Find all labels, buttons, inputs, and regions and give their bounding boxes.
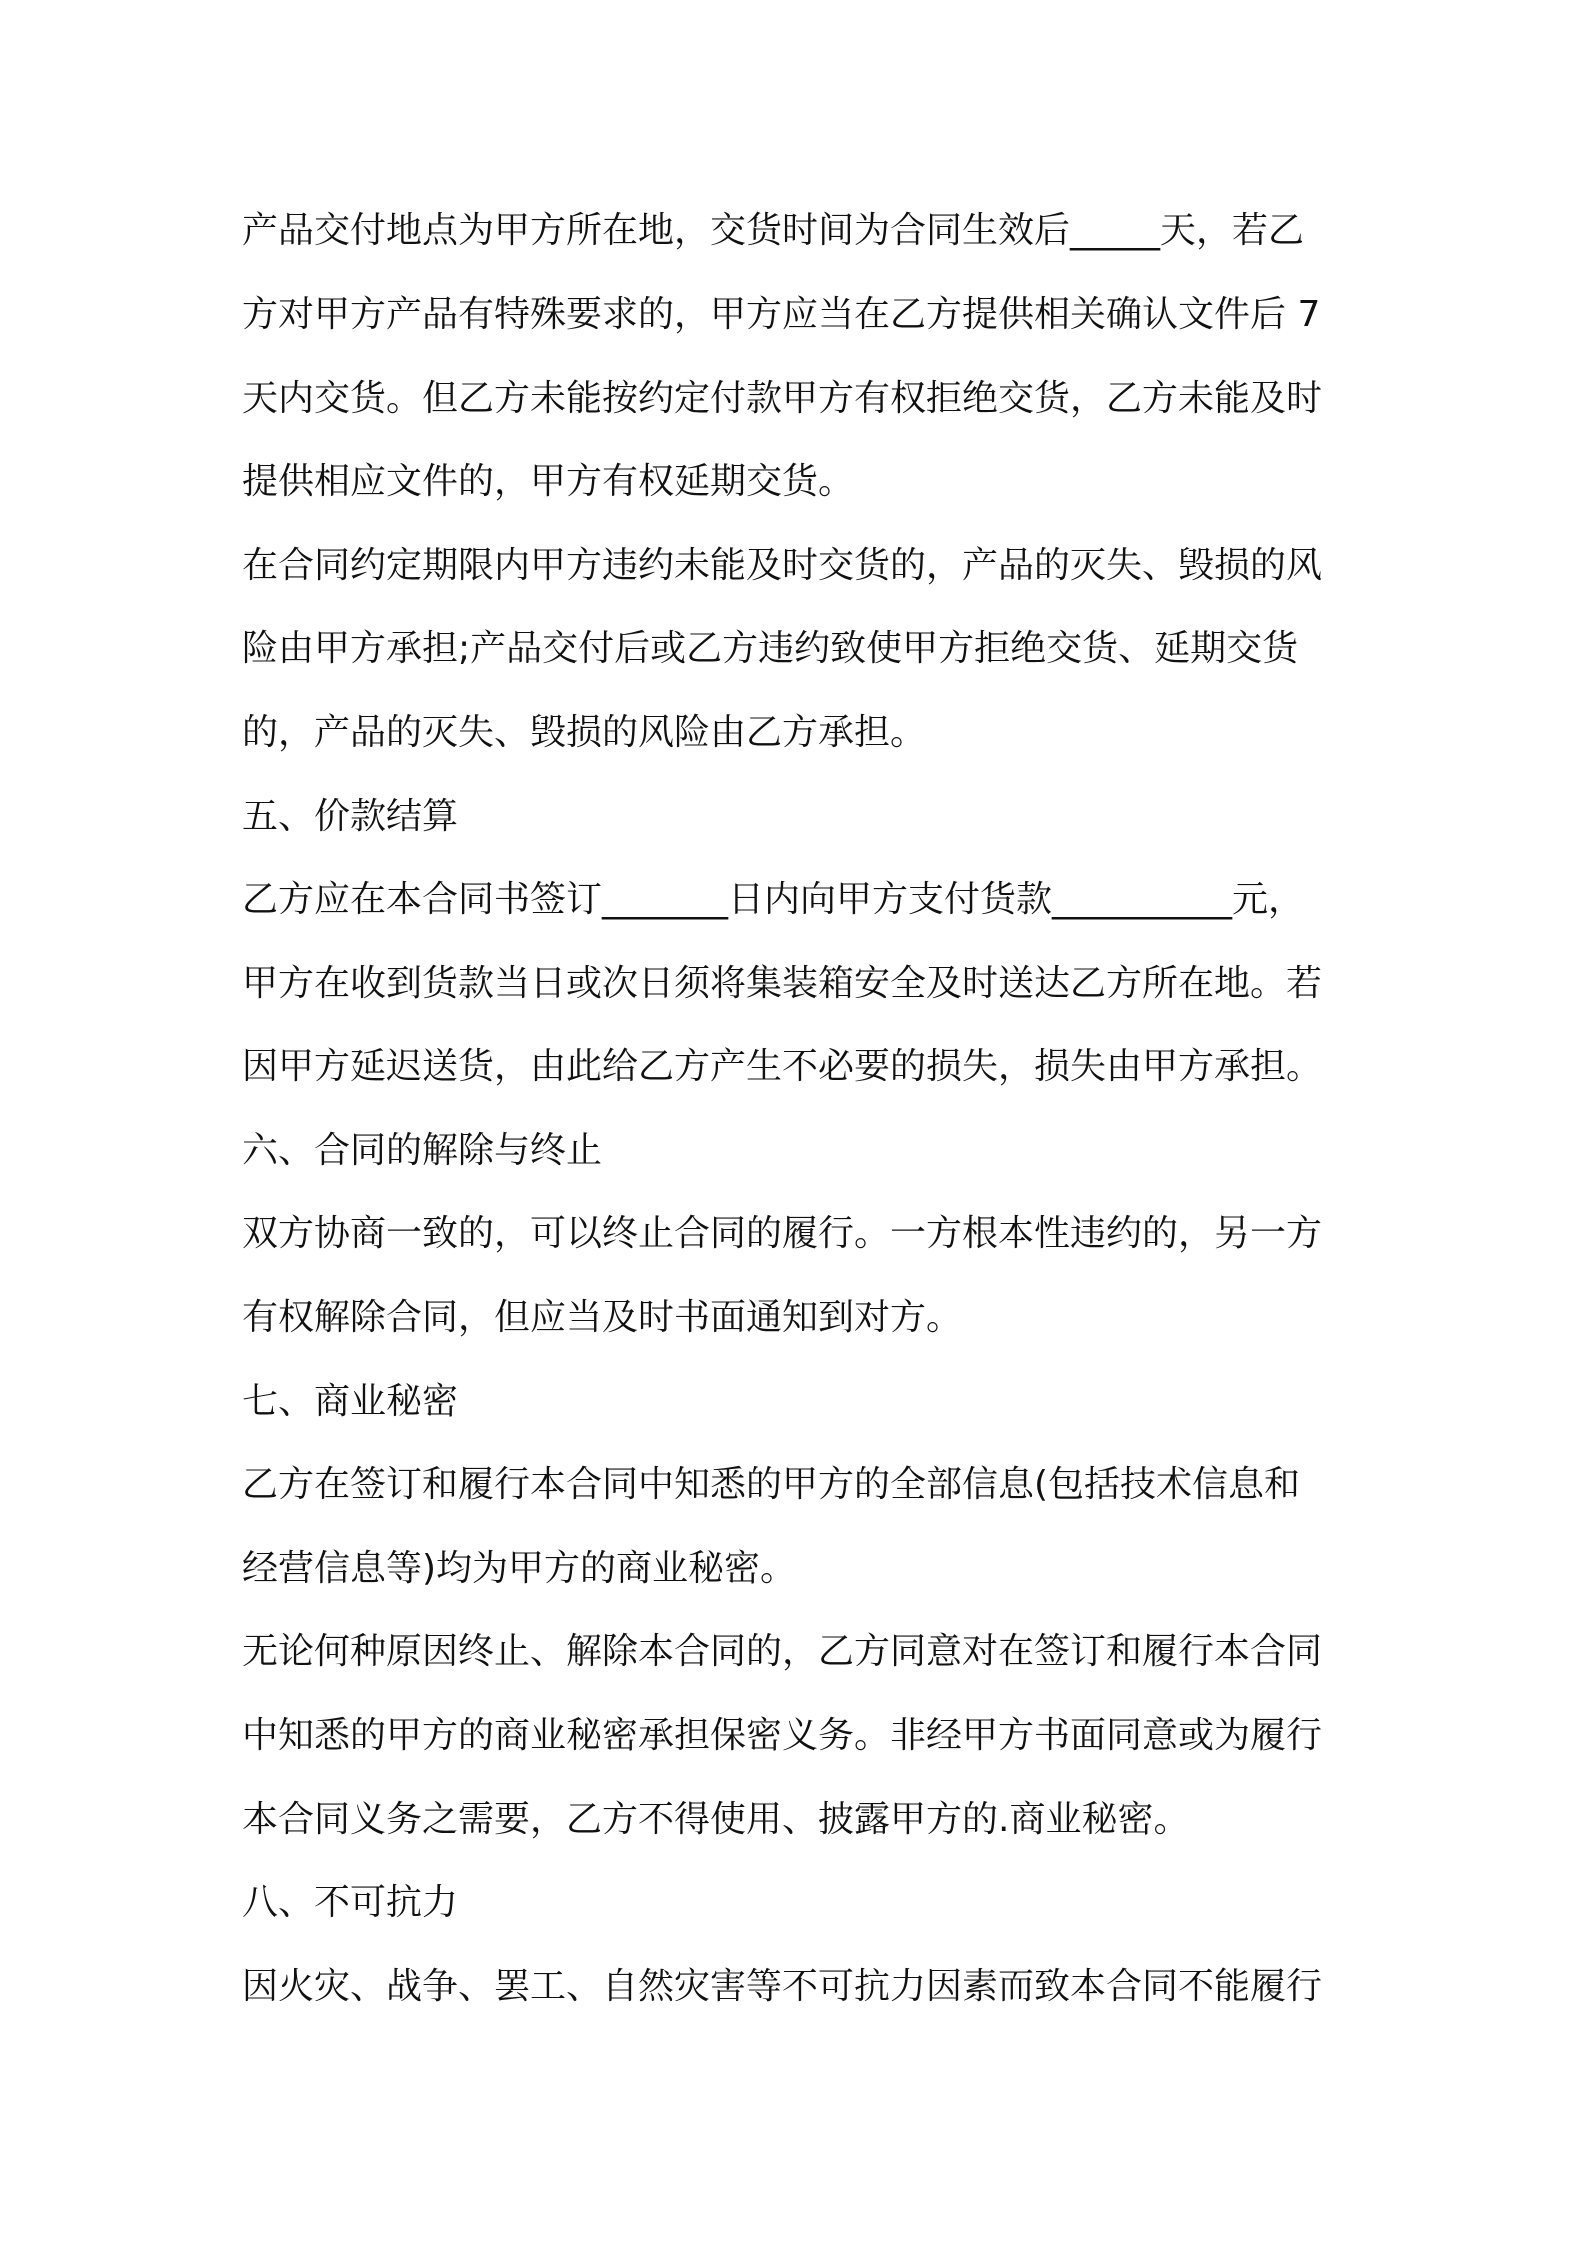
line-02: 方对甲方产品有特殊要求的，甲方应当在乙方提供相关确认文件后 7	[242, 294, 1321, 335]
line-22: 因火灾、战争、罢工、自然灾害等不可抗力因素而致本合同不能履行	[242, 1966, 1323, 2007]
line-13: 双方协商一致的，可以终止合同的履行。一方根本性违约的，另一方	[242, 1213, 1323, 1254]
line-19: 中知悉的甲方的商业秘密承担保密义务。非经甲方书面同意或为履行	[242, 1715, 1323, 1756]
section-heading-7: 七、商业秘密	[242, 1381, 459, 1422]
line-16: 乙方在签订和履行本合同中知悉的甲方的全部信息(包括技术信息和	[242, 1464, 1301, 1505]
line-09: 乙方应在本合同书签订_______日内向甲方支付货款__________元，	[242, 879, 1305, 920]
line-11: 因甲方延迟送货，由此给乙方产生不必要的损失，损失由甲方承担。	[242, 1046, 1323, 1087]
line-05: 在合同约定期限内甲方违约未能及时交货的，产品的灭失、毁损的风	[242, 545, 1323, 586]
section-heading-5: 五、价款结算	[242, 796, 459, 837]
line-14: 有权解除合同，但应当及时书面通知到对方。	[242, 1297, 963, 1338]
line-04: 提供相应文件的，甲方有权延期交货。	[242, 461, 855, 502]
section-heading-8: 八、不可抗力	[242, 1882, 459, 1923]
line-17: 经营信息等)均为甲方的商业秘密。	[242, 1548, 797, 1589]
line-06: 险由甲方承担;产品交付后或乙方违约致使甲方拒绝交货、延期交货	[242, 628, 1299, 669]
line-03: 天内交货。但乙方未能按约定付款甲方有权拒绝交货，乙方未能及时	[242, 378, 1323, 419]
line-01: 产品交付地点为甲方所在地，交货时间为合同生效后_____天，若乙	[242, 210, 1305, 251]
line-18: 无论何种原因终止、解除本合同的，乙方同意对在签订和履行本合同	[242, 1631, 1323, 1672]
section-heading-6: 六、合同的解除与终止	[242, 1130, 603, 1171]
line-20: 本合同义务之需要，乙方不得使用、披露甲方的.商业秘密。	[242, 1799, 1190, 1840]
line-10: 甲方在收到货款当日或次日须将集装箱安全及时送达乙方所在地。若	[242, 963, 1323, 1004]
line-07: 的，产品的灭失、毁损的风险由乙方承担。	[242, 712, 927, 753]
